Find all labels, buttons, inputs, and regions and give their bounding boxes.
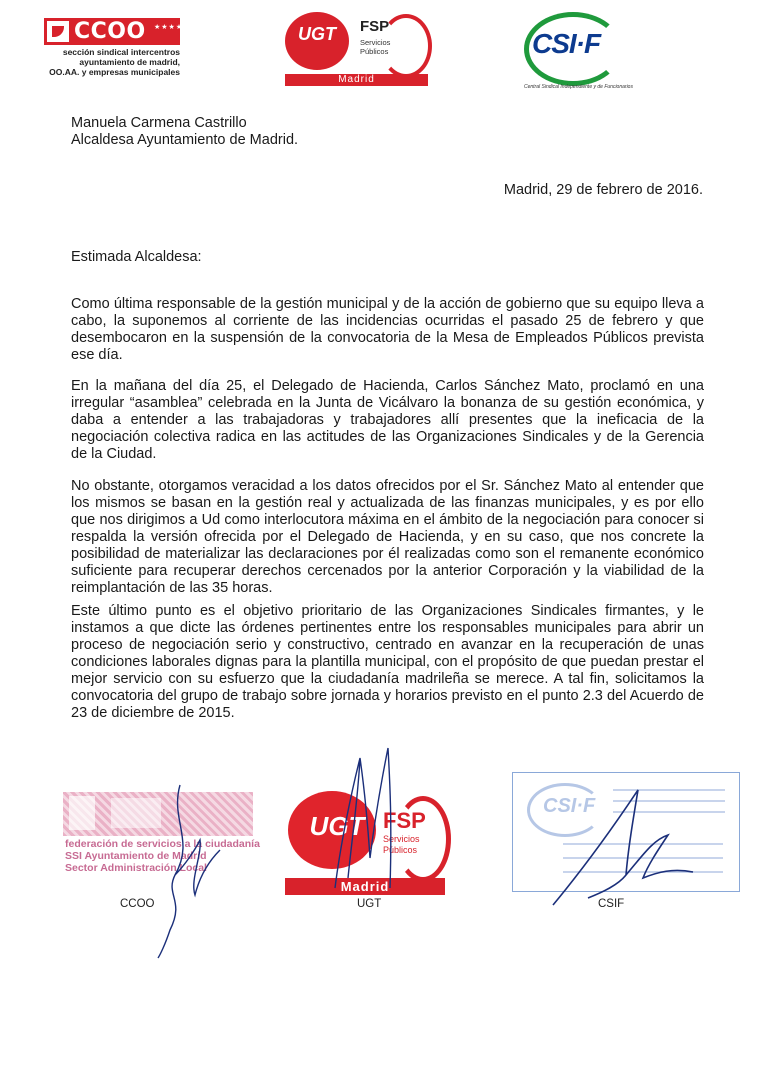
body-paragraph: En la mañana del día 25, el Delegado de Hacienda, Carlos Sánchez Mato, proclamó en una irregular “asamblea” celebrada en la Junta de Vicálvaro la bonanza de su gestión económica, y daba a entender a las trabajadoras y trabajadores allí presentes que la ineficacia de la negociación colectiva radica en las actitudes de las Organizaciones Sindicales y de la Gerencia de la Ciudad. — [71, 378, 704, 462]
csif-stamp-wordmark: CSI·F — [543, 795, 596, 817]
csif-handwritten-signature — [548, 780, 698, 910]
ccoo-logo — [44, 15, 205, 85]
signature-label-csif: CSIF — [598, 898, 625, 910]
letter-date: Madrid, 29 de febrero de 2016. — [503, 182, 703, 198]
body-paragraph: Como última responsable de la gestión municipal y de la acción de gobierno que su equipo lleva a cabo, la suponemos al corriente de las incidencias ocurridas el pasado 25 de febrero y que desembocaron en la suspensión de la convocatoria de la Mesa de Empleados Públicos prevista ese día. — [71, 296, 704, 363]
csif-logo — [522, 10, 642, 92]
madrid-stars-icon: ★★★★★★★ — [154, 24, 205, 31]
recipient-title: Alcaldesa Ayuntamiento de Madrid. — [71, 132, 299, 148]
salutation: Estimada Alcaldesa: — [71, 249, 202, 265]
signature-label-ccoo: CCOO — [120, 898, 155, 910]
ccoo-handwritten-signature — [140, 780, 240, 960]
ugt-handwritten-signature — [330, 738, 410, 908]
body-paragraph: Este último punto es el objetivo prioritario de las Organizaciones Sindicales firmantes, y le instamos a que dicte las órdenes pertinentes entre los responsables municipales para abrir un proceso de negociación serio y constructivo, centrado en avanzar en la recuperación de unas condiciones laborales dignas para la plantilla municipal, con el propósito de que puedan prestar el mejor servicio con su esfuerzo que la ciudadanía madrileña se merece. A tal fin, solicitamos la convocatoria del grupo de trabajo sobre jornada y horarios previsto en el punto 2.3 del Acuerdo de 23 de diciembre de 2015. — [71, 603, 704, 721]
csif-subtitle: Central Sindical Independiente y de Funcionarios — [524, 84, 633, 90]
ugt-wordmark: UGT — [298, 24, 336, 44]
ugt-servicios-label: Servicios Públicos — [360, 38, 391, 56]
ugt-stamp-region: Madrid — [285, 878, 445, 895]
ugt-stamp-fsp: FSP — [383, 808, 426, 833]
ugt-fsp-logo — [280, 8, 440, 88]
recipient-block — [71, 115, 298, 149]
csif-wordmark: CSI·F — [532, 28, 601, 59]
ugt-stamp-wordmark: UGT — [309, 811, 365, 841]
ccoo-stamp-text: federación de servicios a la ciudadanía SSI Ayuntamiento de Madrid Sector Administración Local — [65, 838, 260, 874]
recipient-name: Manuela Carmena Castrillo — [71, 115, 247, 131]
signature-label-ugt: UGT — [357, 898, 382, 910]
ugt-region-bar: Madrid — [285, 74, 428, 86]
ugt-fsp-label: FSP — [360, 18, 390, 35]
ccoo-subtitle: sección sindical intercentros ayuntamiento de madrid, OO.AA. y empresas municipales — [49, 47, 180, 77]
ugt-emblem-icon — [285, 12, 349, 70]
ccoo-logo-bar — [44, 18, 205, 45]
body-paragraph: No obstante, otorgamos veracidad a los datos ofrecidos por el Sr. Sánchez Mato al entender que los mismos se basan en la gestión real y actualizada de las finanzas municipales, y es por ello que nos dirigimos a Ud como interlocutora máxima en el ámbito de la negociación para conocer si respalda la versión ofrecida por el Delegado de Hacienda, y en su caso, que nos concrete la posibilidad de materializar las declaraciones por él realizadas como son el remanente económico suficiente para recuperar derechos cercenados por la anterior Corporación y la viabilidad de la reimplantación de las 35 horas. — [71, 478, 704, 596]
ccoo-wordmark: CCOO — [74, 19, 146, 44]
ccoo-emblem-icon — [47, 21, 69, 42]
ugt-stamp-servicios: Servicios Públicos — [383, 834, 420, 855]
